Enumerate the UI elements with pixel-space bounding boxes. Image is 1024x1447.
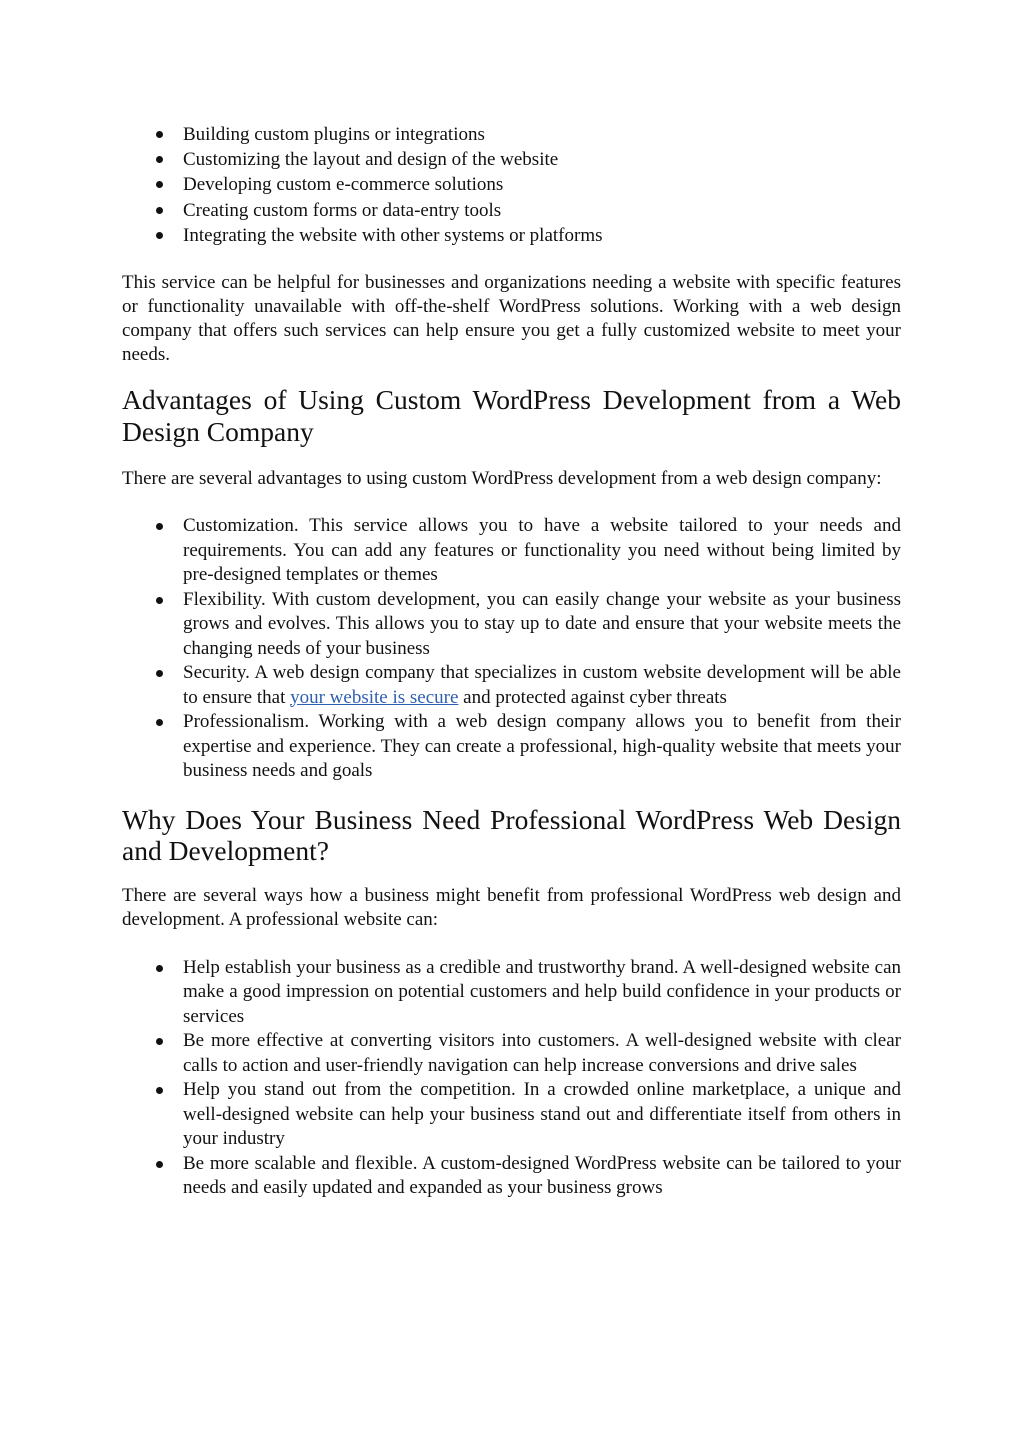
list-item (122, 1152, 901, 1201)
list-item (122, 588, 901, 662)
why-lead: There are several ways how a business might benefit from professional WordPress web design and development. A professional website can: (122, 884, 901, 930)
list-item-text: Integrating the website with other systems or platforms (183, 224, 603, 246)
list-item (122, 710, 901, 784)
bullet-icon (156, 1161, 163, 1168)
list-item (122, 122, 901, 147)
why-heading: Why Does Your Business Need Professional WordPress Web Design and Development? (122, 803, 901, 867)
list-item (122, 1078, 901, 1152)
list-item-text: Be more scalable and flexible. A custom-designed WordPress website can be tailored to your needs and easily updated and expanded as your business grows (183, 1152, 901, 1199)
bullet-icon (156, 597, 163, 604)
bullet-icon (156, 719, 163, 726)
list-item-text: Customizing the layout and design of the website (183, 149, 559, 171)
advantages-heading: Advantages of Using Custom WordPress Development from a Web Design Company (122, 384, 901, 447)
bullet-icon (156, 1038, 163, 1045)
bullet-icon (156, 156, 163, 163)
list-item (122, 147, 901, 172)
bullet-icon (156, 181, 163, 188)
list-item-text: Professionalism. Working with a web design company allows you to benefit from their expertise and experience. They can create a professional, high-quality website that meets your business needs and goals (183, 711, 901, 782)
security-text-after: and protected against cyber threats (458, 686, 727, 708)
website-secure-link[interactable]: your website is secure (290, 686, 459, 708)
list-item (122, 514, 901, 588)
list-item (122, 198, 901, 223)
bullet-icon (156, 232, 163, 239)
list-item-text: Developing custom e-commerce solutions (183, 174, 504, 196)
advantages-list (122, 514, 901, 784)
list-item (122, 172, 901, 197)
list-item (122, 223, 901, 248)
list-item-text: Help establish your business as a credible and trustworthy brand. A well-designed website can make a good impression on potential customers and help build confidence in your products or services (183, 956, 901, 1027)
list-item (122, 661, 901, 710)
list-item (122, 1029, 901, 1078)
bullet-icon (156, 1087, 163, 1094)
list-item-text: Help you stand out from the competition. In a crowded online marketplace, a unique and well-designed website can help your business stand out and differentiate itself from others in your industry (183, 1079, 901, 1150)
list-item-text: Building custom plugins or integrations (183, 124, 485, 145)
document-page (122, 122, 901, 1201)
services-list (122, 122, 901, 248)
bullet-icon (156, 207, 163, 214)
bullet-icon (156, 523, 163, 530)
bullet-icon (156, 965, 163, 972)
bullet-icon (156, 131, 163, 138)
intro-paragraph: This service can be helpful for businesses and organizations needing a website with specific features or functionality unavailable with off-the-shelf WordPress solutions. Working with a web design company that offers such services can help ensure you get a fully customized website to meet your needs. (122, 272, 901, 366)
list-item-text: Flexibility. With custom development, you can easily change your website as your business grows and evolves. This allows you to stay up to date and ensure that your website meets the changing needs of your business (183, 588, 901, 659)
list-item-text: Be more effective at converting visitors into customers. A well-designed website with clear calls to action and user-friendly navigation can help increase conversions and drive sales (183, 1030, 901, 1076)
benefits-list (122, 956, 901, 1201)
security-text-before: Security. A web design company that specializes in custom website development will be able to ensure that (183, 662, 901, 708)
list-item (122, 956, 901, 1030)
list-item-text: Creating custom forms or data-entry tools (183, 199, 502, 221)
list-item-text: Customization. This service allows you to have a website tailored to your needs and requirements. You can add any features or functionality you need without being limited by pre-designed templates or themes (183, 515, 901, 586)
advantages-lead: There are several advantages to using custom WordPress development from a web design company: (122, 468, 882, 490)
bullet-icon (156, 670, 163, 677)
